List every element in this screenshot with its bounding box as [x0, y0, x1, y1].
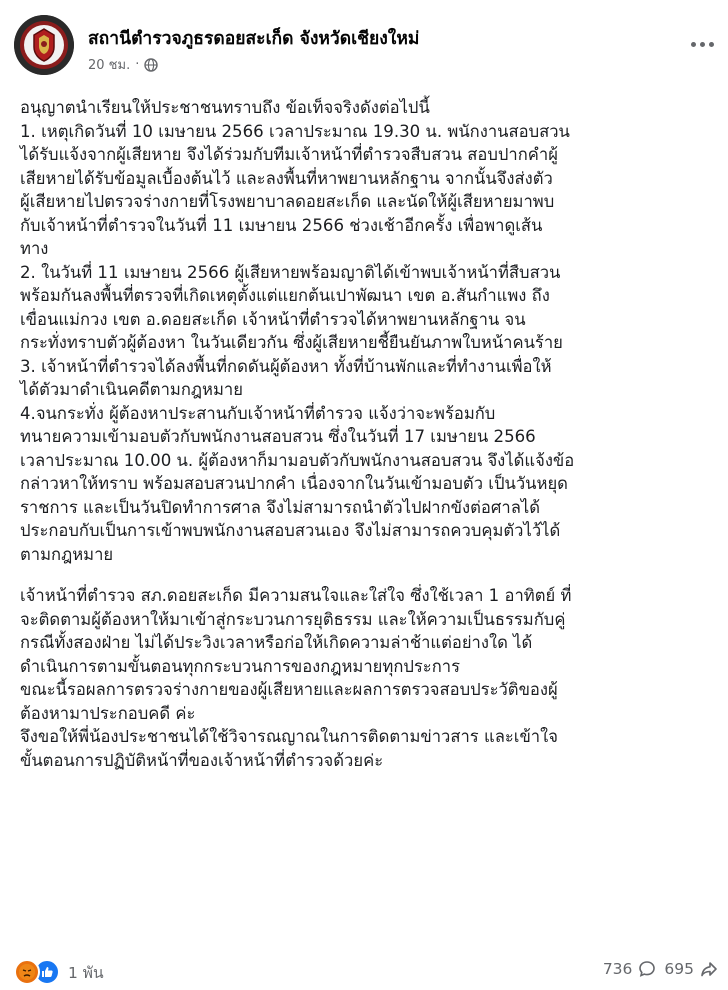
share-count: 695 — [664, 960, 694, 978]
paragraph-1-line: กับเจ้าหน้าที่ตำรวจในวันที่ 11 เมษายน 2566 ช่วงเช้าอีกครั้ง เพื่อพาดูเส้น — [20, 215, 543, 235]
comment-count: 736 — [602, 960, 633, 978]
more-options-icon[interactable] — [688, 36, 716, 52]
engagement-stats — [603, 960, 718, 978]
reactions-summary[interactable] — [14, 959, 104, 985]
page-avatar[interactable] — [14, 15, 74, 75]
post-header — [0, 0, 728, 90]
paragraph-1-line: ทนายความเข้ามอบตัวกับพนักงานสอบสวน ซึ่งในวันที่ 17 เมษายน 2566 — [20, 427, 536, 446]
paragraph-1-line: 3. เจ้าหน้าที่ตำรวจได้ลงพื้นที่กดดันผู้ต้องหา ทั้งที่บ้านพักและที่ทำงานเพื่อให้ — [20, 356, 552, 376]
page-name-link[interactable]: สถานีตำรวจภูธรดอยสะเก็ด จังหวัดเชียงใหม่ — [88, 29, 420, 49]
meta-separator: · — [135, 57, 140, 72]
paragraph-2-line: จึงขอให้พี่น้องประชาชนได้ใช้วิจารณญาณในการติดตามข่าวสาร และเข้าใจ — [20, 727, 558, 746]
post-body — [20, 96, 720, 772]
paragraph-2 — [20, 584, 720, 772]
paragraph-1-line: ประกอบกับเป็นการเข้าพบพนักงานสอบสวนเอง จึงไม่สามารถควบคุมตัวไว้ได้ — [20, 521, 561, 540]
paragraph-1-line: กระทั่งทราบตัวผู้ต้องหา ในวันเดียวกัน ซึ่งผู้เสียหายชี้ยืนยันภาพใบหน้าคนร้าย — [20, 333, 563, 352]
comment-stat[interactable] — [603, 960, 657, 978]
police-badge-icon — [14, 15, 74, 75]
paragraph-1-line: 1. เหตุเกิดวันที่ 10 เมษายน 2566 เวลาประมาณ 19.30 น. พนักงานสอบสวน — [20, 121, 570, 141]
paragraph-1-line: เสียหายได้รับข้อมูลเบื้องต้นไว้ และลงพื้นที่หาพยานหลักฐาน จากนั้นจึงส่งตัว — [20, 168, 553, 188]
paragraph-1-line: ผู้เสียหายไปตรวจร่างกายที่โรงพยาบาลดอยสะเก็ด และนัดให้ผู้เสียหายมาพบ — [20, 192, 555, 211]
paragraph-2-line: จะติดตามผู้ต้องหาให้มาเข้าสู่กระบวนการยุติธรรม และให้ความเป็นธรรมกับคู่ — [20, 609, 566, 629]
post-footer — [0, 956, 728, 986]
paragraph-1-line: ตามกฎหมาย — [20, 544, 114, 564]
post-meta — [88, 54, 158, 75]
share-stat[interactable] — [664, 960, 718, 978]
reaction-count[interactable]: 1 พัน — [68, 963, 104, 982]
paragraph-1-line: เวลาประมาณ 10.00 น. ผู้ต้องหาก็มามอบตัวกับพนักงานสอบสวน จึงได้แจ้งข้อ — [20, 450, 575, 470]
paragraph-2-line: เจ้าหน้าที่ตำรวจ สภ.ดอยสะเก็ด มีความสนใจและใส่ใจ ซึ่งใช้เวลา 1 อาทิตย์ ที่ — [20, 586, 572, 605]
post-timestamp[interactable]: 20 ชม. — [88, 58, 131, 73]
angry-reaction-icon — [14, 959, 40, 985]
paragraph-2-line: ขั้นตอนการปฏิบัติหน้าที่ของเจ้าหน้าที่ตำรวจด้วยค่ะ — [20, 750, 384, 770]
paragraph-1-line: 4.จนกระทั่ง ผู้ต้องหาประสานกับเจ้าหน้าที่ตำรวจ แจ้งว่าจะพร้อมกับ — [20, 403, 496, 423]
share-icon — [700, 960, 718, 978]
paragraph-1-line: กล่าวหาให้ทราบ พร้อมสอบสวนปากคำ เนื่องจากในวันเข้ามอบตัว เป็นวันหยุด — [20, 474, 568, 493]
paragraph-1-line: ได้รับแจ้งจากผู้เสียหาย จึงได้ร่วมกับทีมเจ้าหน้าที่ตำรวจสืบสวน สอบปากคำผู้ — [20, 145, 558, 164]
paragraph-1-line: ได้ตัวมาดำเนินคดีตามกฎหมาย — [20, 380, 243, 399]
paragraph-1-line: 2. ในวันที่ 11 เมษายน 2566 ผู้เสียหายพร้อมญาติได้เข้าพบเจ้าหน้าที่สืบสวน — [20, 262, 561, 282]
paragraph-1-line: อนุญาตนำเรียนให้ประชาชนทราบถึง ข้อเท็จจริงดังต่อไปนี้ — [20, 98, 430, 117]
paragraph-1-line: เขื่อนแม่กวง เขต อ.ดอยสะเก็ด เจ้าหน้าที่ตำรวจได้หาพยานหลักฐาน จน — [20, 309, 526, 329]
paragraph-2-line: ดำเนินการตามขั้นตอนทุกกระบวนการของกฎหมายทุกประการ — [20, 656, 461, 676]
paragraph-2-line: ต้องหามาประกอบคดี ค่ะ — [20, 703, 196, 723]
comment-icon — [638, 960, 656, 978]
paragraph-1-line: พร้อมกันลงพื้นที่ตรวจที่เกิดเหตุตั้งแต่แยกต้นเปาพัฒนา เขต อ.สันกำแพง ถึง — [20, 286, 550, 305]
paragraph-1-line: ราชการ และเป็นวันปิดทำการศาล จึงไม่สามารถนำตัวไปฝากขังต่อศาลได้ — [20, 497, 540, 517]
globe-icon[interactable] — [144, 58, 158, 72]
paragraph-2-line: กรณีทั้งสองฝ่าย ไม่ได้ประวิงเวลาหรือก่อให้เกิดความล่าช้าแต่อย่างใด ได้ — [20, 633, 533, 652]
paragraph-1 — [20, 96, 720, 566]
paragraph-1-line: ทาง — [20, 239, 49, 258]
paragraph-2-line: ขณะนี้รอผลการตรวจร่างกายของผู้เสียหายและผลการตรวจสอบประวัติของผู้ — [20, 680, 558, 699]
